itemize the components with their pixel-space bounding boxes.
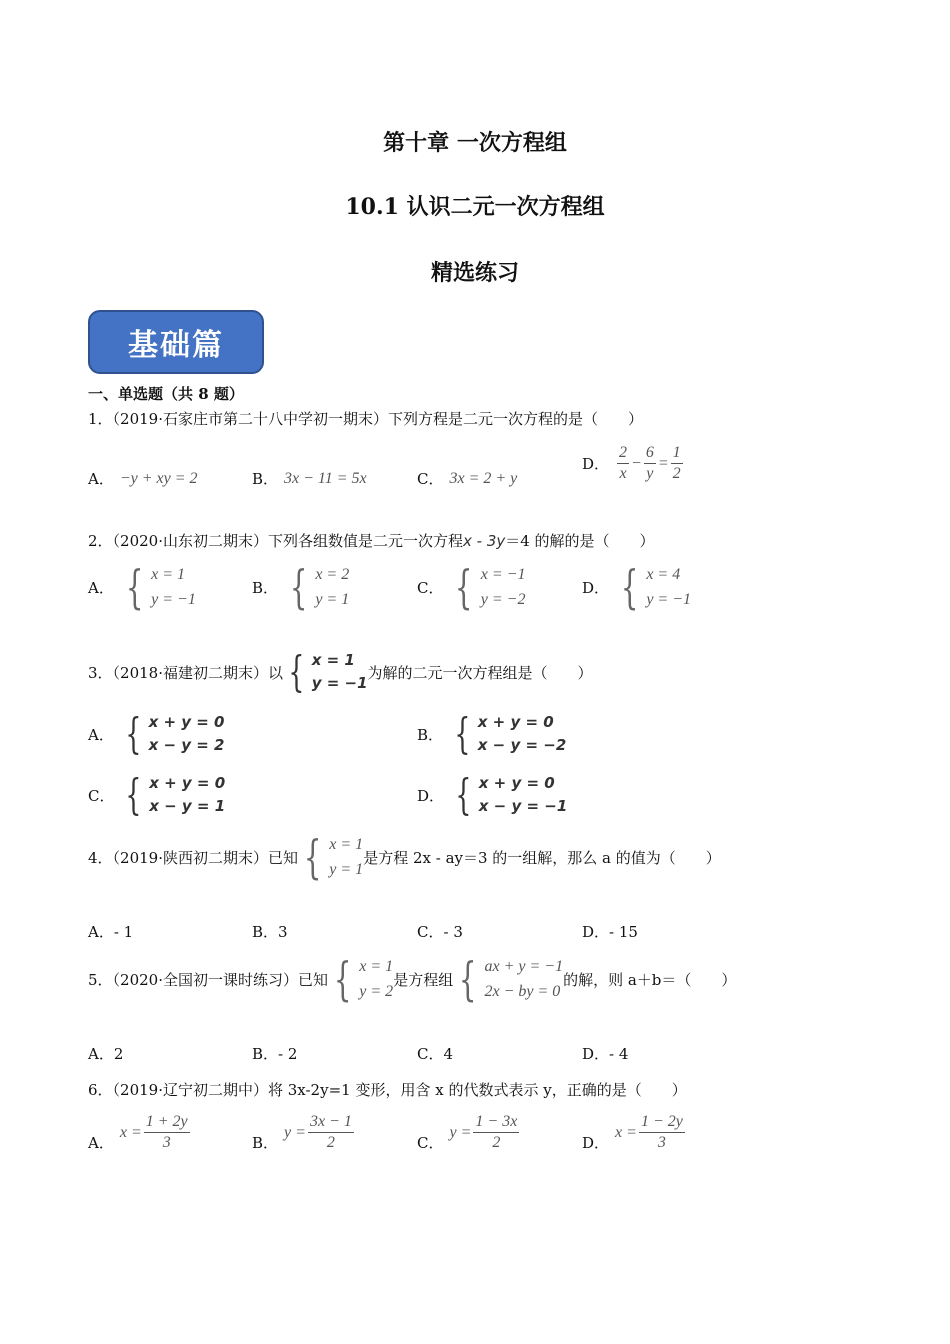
- q4-option-a: A．- 1: [88, 923, 134, 941]
- q2-option-d: D． { x = 4 y = −1: [582, 560, 692, 614]
- question-5: 5．（2020·全国初一课时练习）已知 { x = 1 y = 2 是方程组 { ax + y = −1 2x − by = 0 的解，则 a＋b＝（ ）: [88, 952, 737, 1006]
- q1-option-c: C． 3x = 2 + y: [417, 469, 518, 488]
- question-2: 2．（2020·山东初二期末）下列各组数值是二元一次方程x - 3y＝4 的解的是（ ）: [88, 532, 655, 550]
- q5-option-a: A．2: [88, 1045, 124, 1063]
- q1-option-d: D． $\frac{2}{x}$ − $\frac{6}{y}$ = $\frac{1}{2}$: [582, 444, 681, 482]
- q2-option-c: C． { x = −1 y = −2: [417, 560, 526, 614]
- q2-option-a: A． { x = 1 y = −1: [88, 560, 196, 614]
- basic-level-badge: 基础篇: [88, 310, 264, 374]
- q2-option-b: B． { x = 2 y = 1: [252, 560, 350, 614]
- practice-title: 精选练习: [430, 260, 519, 286]
- q5-option-c: C．4: [417, 1045, 454, 1063]
- q1-option-b: B． 3x − 11 = 5x: [252, 469, 367, 488]
- q1-option-a: A． −y + xy = 2: [88, 469, 198, 488]
- question-1: 1．（2019·石家庄市第二十八中学初一期末）下列方程是二元一次方程的是（ ）: [88, 410, 643, 428]
- q3-option-d: D． { x + y = 0 x − y = −1: [417, 770, 568, 819]
- q6-option-a: A． x = $\frac{1 + 2y}{3}$: [88, 1113, 188, 1152]
- q4-option-b: B．3: [252, 923, 288, 941]
- q6-option-b: B． y = $\frac{3x - 1}{2}$: [252, 1113, 352, 1152]
- question-3: 3．（2018·福建初二期末）以 { x = 1 y = −1 为解的二元一次方程组是（ ）: [88, 647, 593, 696]
- q5-option-b: B．- 2: [252, 1045, 298, 1063]
- q4-option-c: C．- 3: [417, 923, 463, 941]
- chapter-title: 第十章 一次方程组: [383, 130, 567, 156]
- q3-option-a: A． { x + y = 0 x − y = 2: [88, 709, 225, 758]
- q3-option-b: B． { x + y = 0 x − y = −2: [417, 709, 567, 758]
- q5-option-d: D．- 4: [582, 1045, 629, 1063]
- question-6: 6．（2019·辽宁初二期中）将 3x-2y=1 变形，用含 x 的代数式表示 y，正确的是（ ）: [88, 1081, 687, 1099]
- q4-option-d: D．- 15: [582, 923, 638, 941]
- q6-option-c: C． y = $\frac{1 - 3x}{2}$: [417, 1113, 518, 1152]
- question-4: 4．（2019·陕西初二期末）已知 { x = 1 y = 1 是方程 2x - ay＝3 的一组解，那么 a 的值为（ ）: [88, 830, 721, 884]
- part-heading: 一、单选题（共 8 题）: [88, 385, 244, 403]
- q3-option-c: C． { x + y = 0 x − y = 1: [88, 770, 226, 819]
- section-title: 10.1 认识二元一次方程组: [345, 194, 605, 220]
- q6-option-d: D． x = $\frac{1 - 2y}{3}$: [582, 1113, 683, 1152]
